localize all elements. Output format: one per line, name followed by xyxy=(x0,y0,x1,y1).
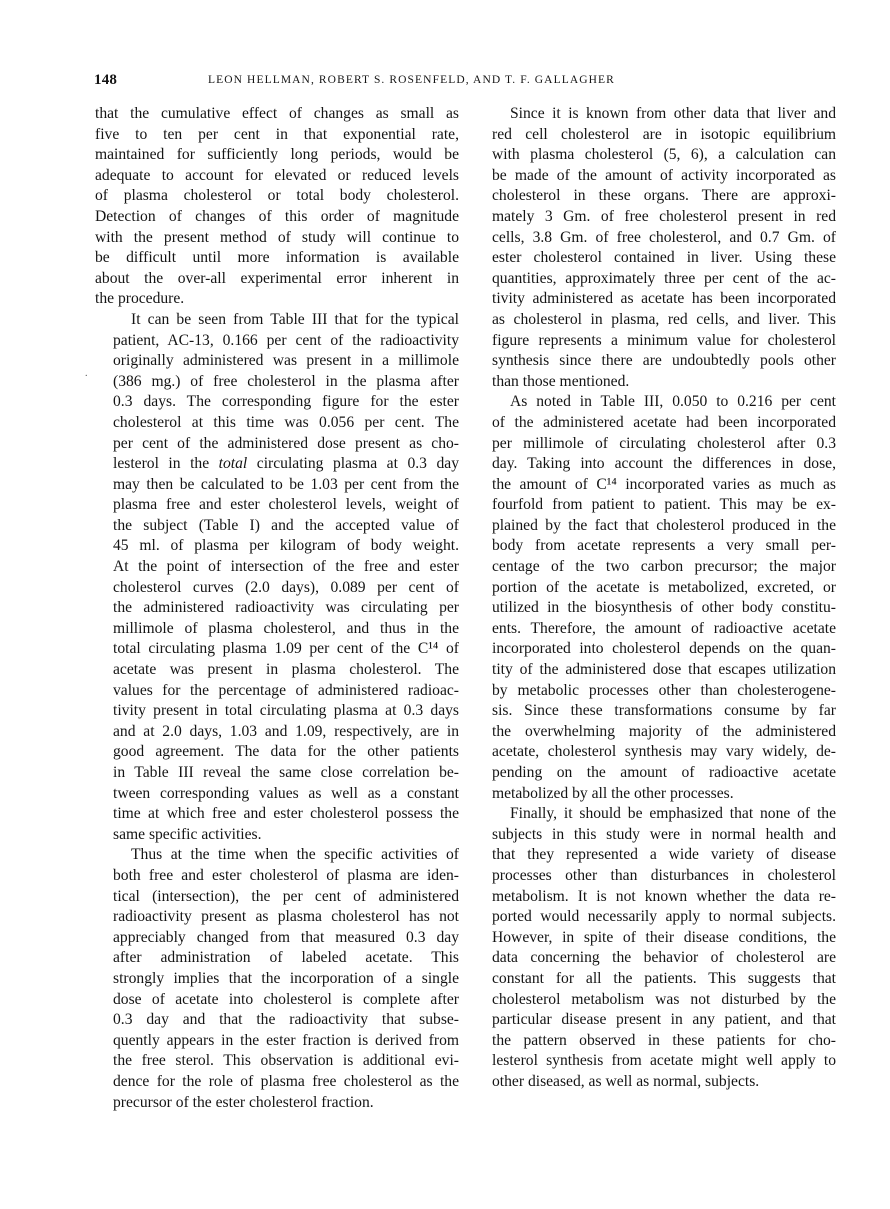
text-line: as cholesterol in plasma, red cells, and liver. This xyxy=(492,310,836,328)
text-line: day. Taking into account the differences in dose, xyxy=(492,455,836,473)
text-line: of plasma cholesterol or total body cholesterol. xyxy=(95,187,459,205)
text-line: At the point of intersection of the free and ester xyxy=(113,558,459,576)
text-line: ported would necessarily apply to normal subjects. xyxy=(492,908,836,926)
text-line: dence for the role of plasma free cholesterol as the xyxy=(113,1072,459,1090)
text-line: tween corresponding values as well as a constant xyxy=(113,784,459,802)
text-line: constant for all the patients. This suggests that xyxy=(492,969,836,987)
paragraph xyxy=(95,310,459,845)
text-line: Finally, it should be emphasized that none of the xyxy=(510,805,836,823)
text-line: lesterol in the total circulating plasma at 0.3 day xyxy=(113,455,459,473)
text-line: appreciably changed from that measured 0.3 day xyxy=(113,928,459,946)
text-line: acetate was present in plasma cholesterol. The xyxy=(113,661,459,679)
running-head xyxy=(94,72,834,92)
paragraph xyxy=(474,392,836,804)
text-line: per cent of the administered dose present as cho- xyxy=(113,434,459,452)
text-line: quantities, approximately three per cent of the ac- xyxy=(492,269,836,287)
text-line: 0.3 days. The corresponding figure for the ester xyxy=(113,393,459,411)
text-line: utilized in the biosynthesis of other body constitu- xyxy=(492,599,836,617)
text-line: 0.3 day and that the radioactivity that subse- xyxy=(113,1011,459,1029)
text-line: As noted in Table III, 0.050 to 0.216 per cent xyxy=(510,393,836,411)
text-line: than those mentioned. xyxy=(492,372,630,390)
text-line: same specific activities. xyxy=(113,825,262,843)
text-line: It can be seen from Table III that for the typical xyxy=(131,310,459,328)
margin-mark: . xyxy=(85,368,88,379)
text-line: (386 mg.) of free cholesterol in the plasma after xyxy=(113,372,459,390)
paragraph xyxy=(474,104,836,392)
text-line: millimole of plasma cholesterol, and thus in the xyxy=(113,619,459,637)
running-head-authors: LEON HELLMAN, ROBERT S. ROSENFELD, AND T. F. GALLAGHER xyxy=(208,74,615,86)
text-line: of the administered acetate had been incorporated xyxy=(492,413,836,431)
text-line: radioactivity present as plasma cholesterol has not xyxy=(113,908,459,926)
paragraph xyxy=(95,104,459,310)
text-line: strongly implies that the incorporation of a single xyxy=(113,969,459,987)
text-line: be difficult until more information is available xyxy=(95,249,459,267)
text-line: Thus at the time when the specific activities of xyxy=(131,846,459,864)
paragraph xyxy=(95,845,459,1113)
text-line: may then be calculated to be 1.03 per cent from the xyxy=(113,475,459,493)
text-line: with the present method of study will continue to xyxy=(95,228,459,246)
text-line: cholesterol in these organs. There are approxi- xyxy=(492,187,836,205)
text-line: fourfold from patient to patient. This may be ex- xyxy=(492,496,836,514)
text-line: subjects in this study were in normal health and xyxy=(492,825,836,843)
page-number: 148 xyxy=(94,72,118,88)
text-line: that they represented a wide variety of disease xyxy=(492,846,836,864)
text-line: figure represents a minimum value for cholesterol xyxy=(492,331,836,349)
text-line: by metabolic processes other than cholesterogene- xyxy=(492,681,836,699)
text-line: quently appears in the ester fraction is derived from xyxy=(113,1031,459,1049)
text-line: metabolism. It is not known whether the data re- xyxy=(492,887,836,905)
text-line: plained by the fact that cholesterol produced in the xyxy=(492,516,836,534)
text-line: cholesterol curves (2.0 days), 0.089 per cent of xyxy=(113,578,459,596)
text-line: be made of the amount of activity incorporated as xyxy=(492,166,836,184)
text-line: tivity administered as acetate has been incorporated xyxy=(492,290,836,308)
text-line: particular disease present in any patient, and that xyxy=(492,1011,836,1029)
text-line: body from acetate represents a very small per- xyxy=(492,537,836,555)
text-line: per millimole of circulating cholesterol after 0.3 xyxy=(492,434,836,452)
text-line: red cell cholesterol are in isotopic equilibrium xyxy=(492,125,836,143)
text-line: mately 3 Gm. of free cholesterol present in red xyxy=(492,207,836,225)
text-line: adequate to account for elevated or reduced levels xyxy=(95,166,459,184)
text-line: cholesterol metabolism was not disturbed by the xyxy=(492,990,836,1008)
text-line: 45 ml. of plasma per kilogram of body weight. xyxy=(113,537,459,555)
text-line: lesterol synthesis from acetate might well apply to xyxy=(492,1052,836,1070)
text-line: that the cumulative effect of changes as small as xyxy=(95,105,459,122)
text-line: with plasma cholesterol (5, 6), a calculation can xyxy=(492,146,836,164)
text-line: cholesterol at this time was 0.056 per cent. The xyxy=(113,413,459,431)
text-line: plasma free and ester cholesterol levels, weight of xyxy=(113,496,459,514)
text-line: ester cholesterol contained in liver. Using these xyxy=(492,249,836,267)
emphasis: total xyxy=(218,455,248,473)
text-line: Detection of changes of this order of magnitude xyxy=(95,207,459,225)
text-line: cells, 3.8 Gm. of free cholesterol, and 0.7 Gm. of xyxy=(492,228,836,246)
right-column xyxy=(474,104,836,1093)
text-line: Since it is known from other data that liver and xyxy=(510,105,836,122)
text-line: the procedure. xyxy=(95,290,185,308)
text-line: metabolized by all the other processes. xyxy=(492,784,734,802)
text-line: patient, AC-13, 0.166 per cent of the radioactivity xyxy=(113,331,459,349)
text-line: both free and ester cholesterol of plasma are iden- xyxy=(113,866,459,884)
text-line: tical (intersection), the per cent of administered xyxy=(113,887,459,905)
text-line: acetate, cholesterol synthesis may vary widely, de- xyxy=(492,743,836,761)
text-line: five to ten per cent in that exponential rate, xyxy=(95,125,459,143)
text-line: tity of the administered dose that escapes utilization xyxy=(492,661,836,679)
text-line: about the over-all experimental error inherent in xyxy=(95,269,459,287)
text-line: total circulating plasma 1.09 per cent of the C¹⁴ of xyxy=(113,640,459,658)
text-line: tivity present in total circulating plasma at 0.3 days xyxy=(113,702,459,720)
text-line: the pattern observed in these patients for cho- xyxy=(492,1031,836,1049)
text-line: data concerning the behavior of cholesterol are xyxy=(492,949,836,967)
text-line: originally administered was present in a millimole xyxy=(113,352,459,370)
text-line: values for the percentage of administered radioac- xyxy=(113,681,459,699)
text-line: the subject (Table I) and the accepted value of xyxy=(113,516,459,534)
text-line: dose of acetate into cholesterol is complete after xyxy=(113,990,459,1008)
text-line: portion of the acetate is metabolized, excreted, or xyxy=(492,578,836,596)
text-line: However, in spite of their disease conditions, the xyxy=(492,928,836,946)
text-line: processes other than disturbances in cholesterol xyxy=(492,866,836,884)
text-line: pending on the amount of radioactive acetate xyxy=(492,764,836,781)
text-line: centage of the two carbon precursor; the major xyxy=(492,558,836,576)
text-line: after administration of labeled acetate. This xyxy=(113,949,459,967)
text-line: time at which free and ester cholesterol possess the xyxy=(113,805,459,823)
text-line: the amount of C¹⁴ incorporated varies as much as xyxy=(492,475,836,493)
text-line: in Table III reveal the same close correlation be- xyxy=(113,764,459,781)
text-line: other diseased, as well as normal, subjects. xyxy=(492,1072,760,1090)
text-line: precursor of the ester cholesterol fraction. xyxy=(113,1093,374,1111)
text-line: good agreement. The data for the other patients xyxy=(113,743,459,761)
text-line: synthesis since there are undoubtedly pools other xyxy=(492,352,836,370)
text-line: the administered radioactivity was circulating per xyxy=(113,599,459,617)
text-line: ents. Therefore, the amount of radioactive acetate xyxy=(492,619,836,637)
text-line: and at 2.0 days, 1.03 and 1.09, respectively, are in xyxy=(113,722,459,740)
text-line: the overwhelming majority of the administered xyxy=(492,722,836,740)
text-line: sis. Since these transformations consume by far xyxy=(492,702,836,720)
text-line: incorporated into cholesterol depends on the quan- xyxy=(492,640,836,658)
text-line: the free sterol. This observation is additional evi- xyxy=(113,1052,459,1070)
left-column xyxy=(95,104,459,1113)
text-line: maintained for sufficiently long periods, would be xyxy=(95,146,459,164)
paragraph xyxy=(474,804,836,1092)
